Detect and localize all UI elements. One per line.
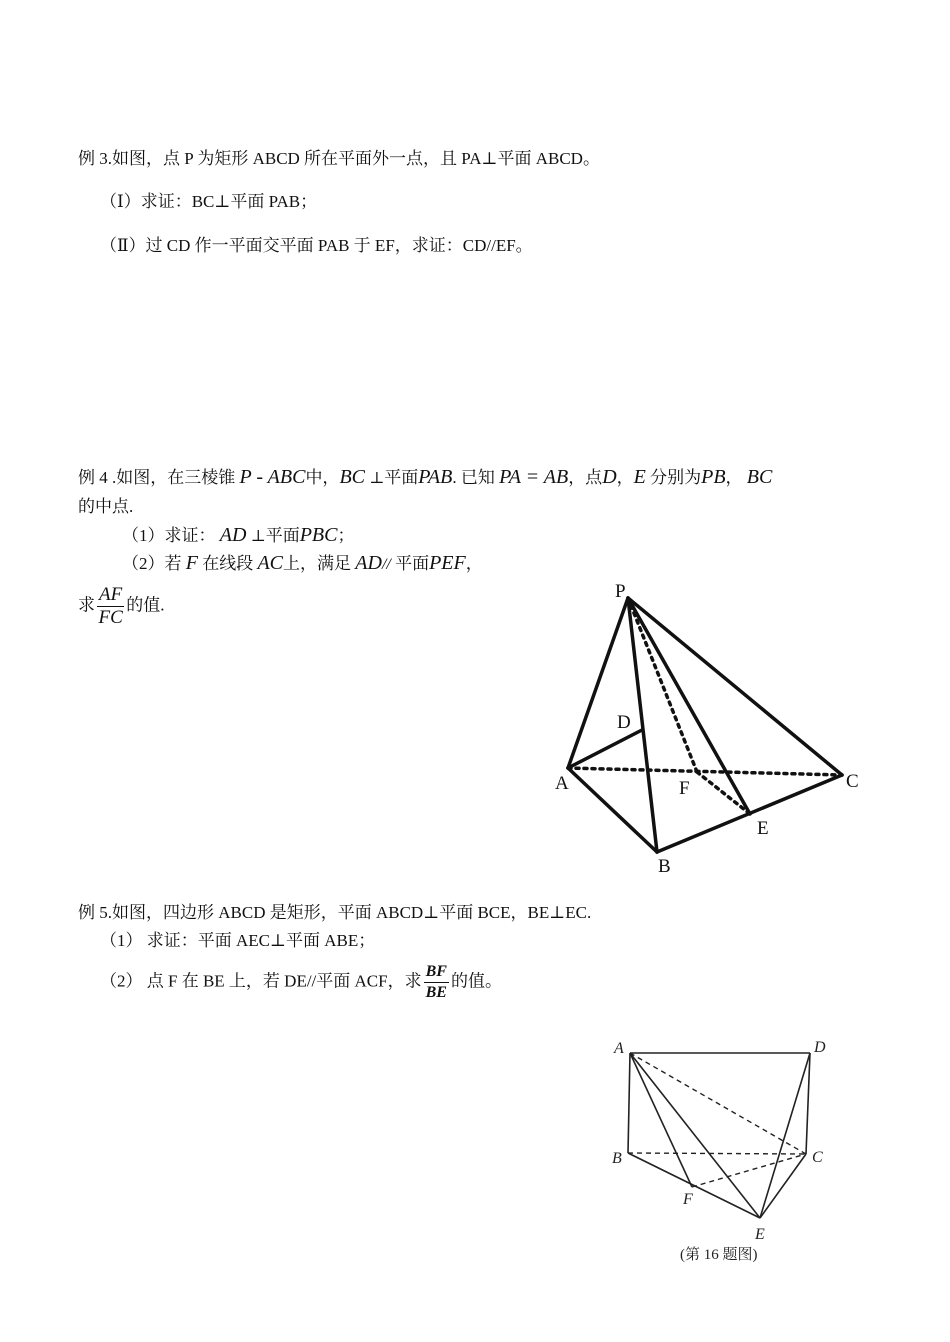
ratio-bf-be: $\frac{BF}{BE}$ (425, 963, 447, 1001)
label-B: B (612, 1150, 622, 1167)
ex5-question-1: （1） 求证：平面 AEC⊥平面 ABE； (100, 931, 376, 950)
edge-PC (628, 598, 842, 775)
figure-caption: (第 16 题图) (680, 1247, 758, 1263)
edge-AE (630, 1053, 760, 1218)
ex5-question-2: （2） 点 F 在 BE 上，若 DE//平面 ACF，求 $\frac{BF}{BE}$ 的值。 (100, 963, 502, 1001)
ex4-question-3: 求 $\frac{AF}{FC}$ 的值. (78, 584, 165, 628)
ex5-solid-figure (600, 1030, 850, 1270)
label-C: C (846, 771, 859, 792)
ex4-question-2: （2）若 F 在线段 AC上，满足 AD// 平面PEF， (122, 552, 483, 574)
edge-DE (760, 1053, 810, 1218)
label-D: D (814, 1039, 826, 1056)
label-C: C (812, 1149, 823, 1166)
label-B: B (658, 856, 671, 877)
edge-AC-hidden (568, 768, 842, 775)
label-A: A (555, 773, 569, 794)
segment-FE-hidden (697, 772, 750, 814)
ex3-question-1: （Ⅰ）求证：BC⊥平面 PAB； (100, 192, 318, 211)
ex4-statement-line2: 的中点. (78, 497, 134, 516)
label-F: F (679, 778, 690, 799)
edge-CE (760, 1154, 806, 1218)
label-P: P (615, 581, 626, 602)
edge-BE (628, 1153, 760, 1218)
label-D: D (617, 712, 631, 733)
edge-DC (806, 1053, 810, 1154)
label-A: A (614, 1040, 624, 1057)
label-E: E (755, 1226, 765, 1243)
ex3-title: 例 3.如图，点 P 为矩形 ABCD 所在平面外一点，且 PA⊥平面 ABCD。 (78, 149, 600, 168)
edge-AB (628, 1053, 630, 1153)
label-F: F (683, 1191, 693, 1208)
edge-AB (568, 768, 657, 852)
ex4-pyramid-figure (540, 570, 880, 880)
ex5-title: 例 5.如图，四边形 ABCD 是矩形，平面 ABCD⊥平面 BCE，BE⊥EC. (78, 903, 592, 922)
label-E: E (757, 818, 769, 839)
ex4-question-1: （1）求证： AD ⊥平面PBC； (122, 524, 355, 546)
ex3-question-2: （Ⅱ）过 CD 作一平面交平面 PAB 于 EF，求证：CD//EF。 (100, 236, 533, 255)
edge-AC-hidden (630, 1053, 806, 1154)
edge-FC-hidden (692, 1154, 806, 1187)
ex4-statement-line1: 例 4 .如图，在三棱锥 P - ABC中，BC ⊥平面PAB. 已知 PA = AB，点D，E 分别为PB， BC (78, 466, 773, 488)
ratio-af-fc: $\frac{AF}{FC}$ (98, 584, 123, 628)
